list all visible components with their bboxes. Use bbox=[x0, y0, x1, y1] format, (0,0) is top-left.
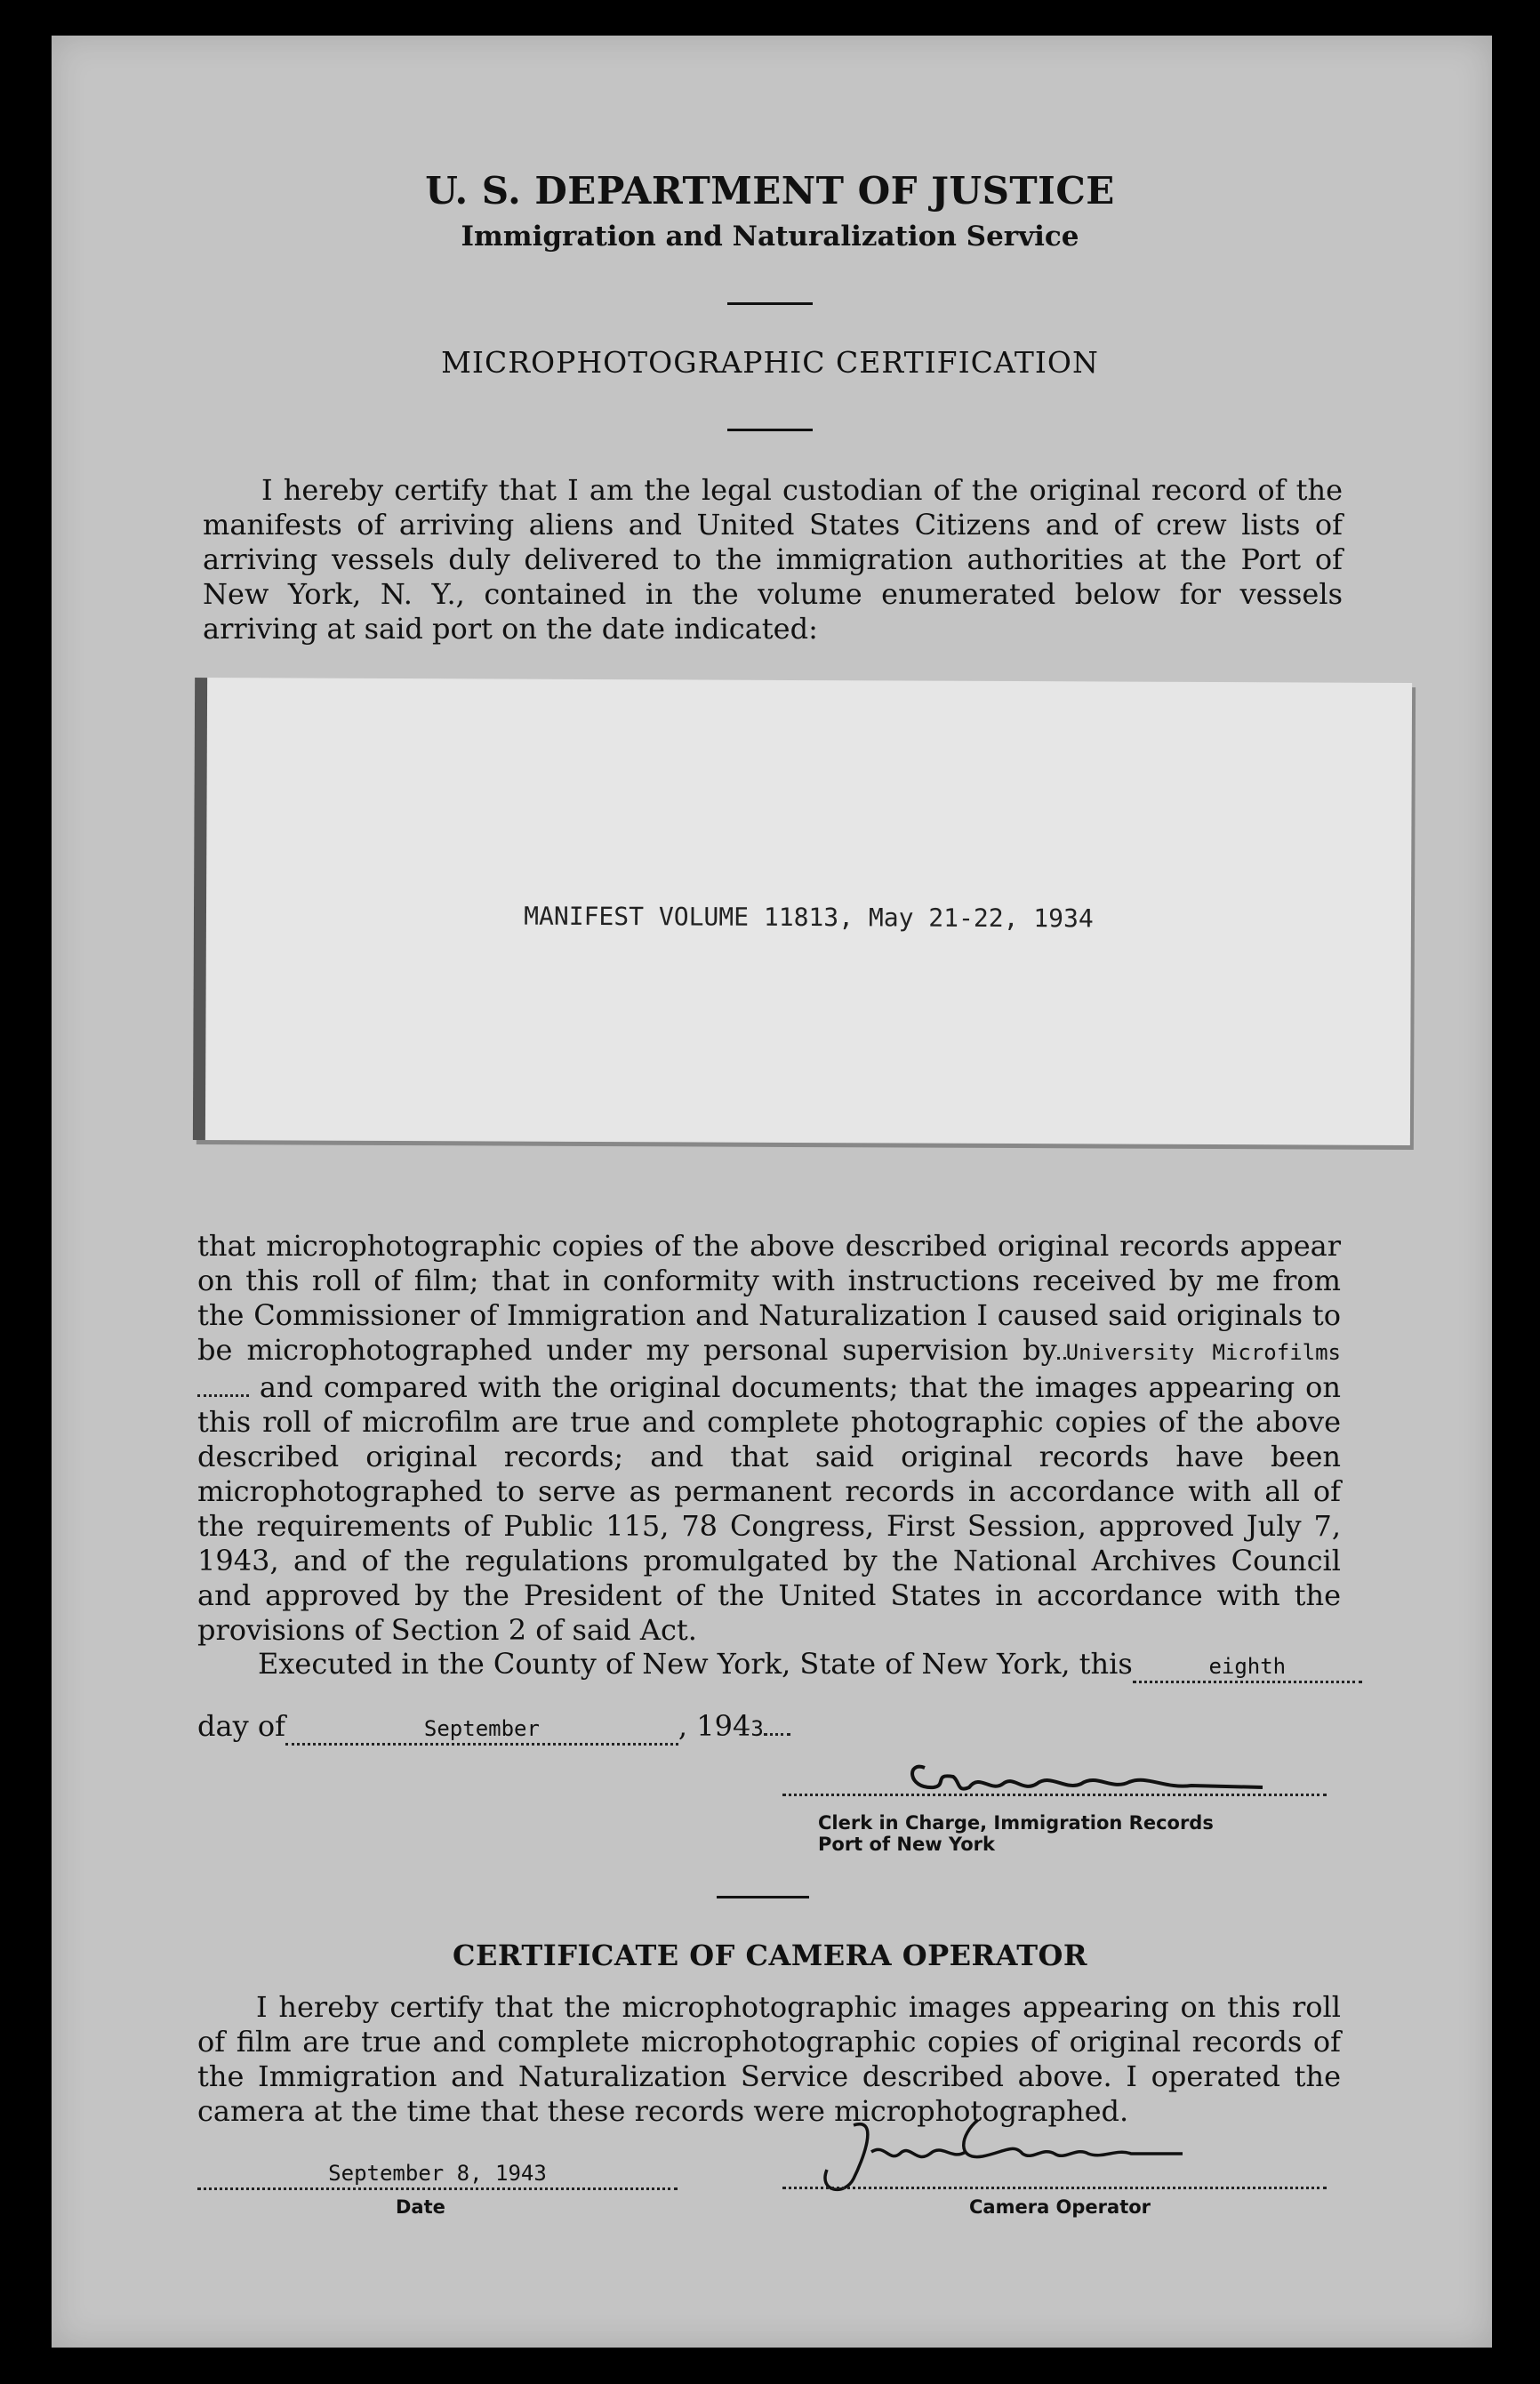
clerk-signature-line bbox=[782, 1770, 1327, 1803]
execution-year-digit: 3 bbox=[750, 1716, 764, 1741]
camera-certificate-text: I hereby certify that the microphotographic images appearing on this roll of film are true and complete microphotographic copies of original records of the Immigration and Naturalization Service described above. I operated the camera at the time that these records were microphotographed. bbox=[197, 1990, 1341, 2128]
divider bbox=[717, 1896, 809, 1898]
volume-slip bbox=[193, 678, 1412, 1145]
clerk-title: Clerk in Charge, Immigration Records Port of New York bbox=[818, 1812, 1214, 1855]
date-value: September 8, 1943 bbox=[328, 2161, 547, 2186]
intro-paragraph: I hereby certify that I am the legal custodian of the original record of the manifests of arriving aliens and United States Citizens and of crew lists of arriving vessels duly delivered to the immigration authorities at the Port of New York, N. Y., contained in the volume enumerated below for vessels arriving at said port on the date indicated: bbox=[203, 473, 1343, 646]
body-part2: and compared with the original documents; that the images appearing on this roll of microfilm are true and complete photographic copies of the above described original records; and that said original records have been microphotographed to serve as permanent records in accordance with all of the requirements of Public 115, 78 Congress, First Session, approved July 7, 1943, and of the regulations promulgated by the National Archives Council and approved by the President of the United States in accordance with the provisions of Section 2 of said Act. bbox=[197, 1370, 1341, 1647]
certification-body bbox=[197, 1229, 1341, 1648]
service-subheading: Immigration and Naturalization Service bbox=[461, 221, 1079, 253]
execution-month: September bbox=[423, 1716, 540, 1741]
execution-day: eighth bbox=[1208, 1654, 1287, 1679]
camera-operator-label: Camera Operator bbox=[969, 2196, 1151, 2218]
camera-certificate-heading: CERTIFICATE OF CAMERA OPERATOR bbox=[453, 1939, 1087, 1972]
execution-line bbox=[258, 1647, 1362, 1683]
body-part1: that microphotographic copies of the above described original records appear on this roll of film; that in conformity with instructions received by me from the Commissioner of Immigration and Naturalization I caused said originals to be microphotographed under my personal supervision by bbox=[197, 1229, 1341, 1367]
execution-year-prefix: , 194 bbox=[678, 1709, 751, 1743]
filmed-by-value: University Microfilms bbox=[1065, 1340, 1341, 1365]
day-of-label: day of bbox=[197, 1709, 285, 1743]
volume-slip-text: MANIFEST VOLUME 11813, May 21-22, 1934 bbox=[524, 901, 1094, 934]
execution-prefix: Executed in the County of New York, State of New York, this bbox=[258, 1647, 1133, 1681]
operator-signature-line bbox=[782, 2163, 1327, 2196]
execution-date-line bbox=[197, 1709, 790, 1746]
department-heading: U. S. DEPARTMENT OF JUSTICE bbox=[425, 169, 1115, 213]
divider bbox=[727, 429, 813, 431]
date-label: Date bbox=[396, 2196, 445, 2218]
date-field bbox=[197, 2154, 678, 2190]
divider bbox=[727, 302, 813, 305]
certification-title: MICROPHOTOGRAPHIC CERTIFICATION bbox=[441, 345, 1099, 380]
